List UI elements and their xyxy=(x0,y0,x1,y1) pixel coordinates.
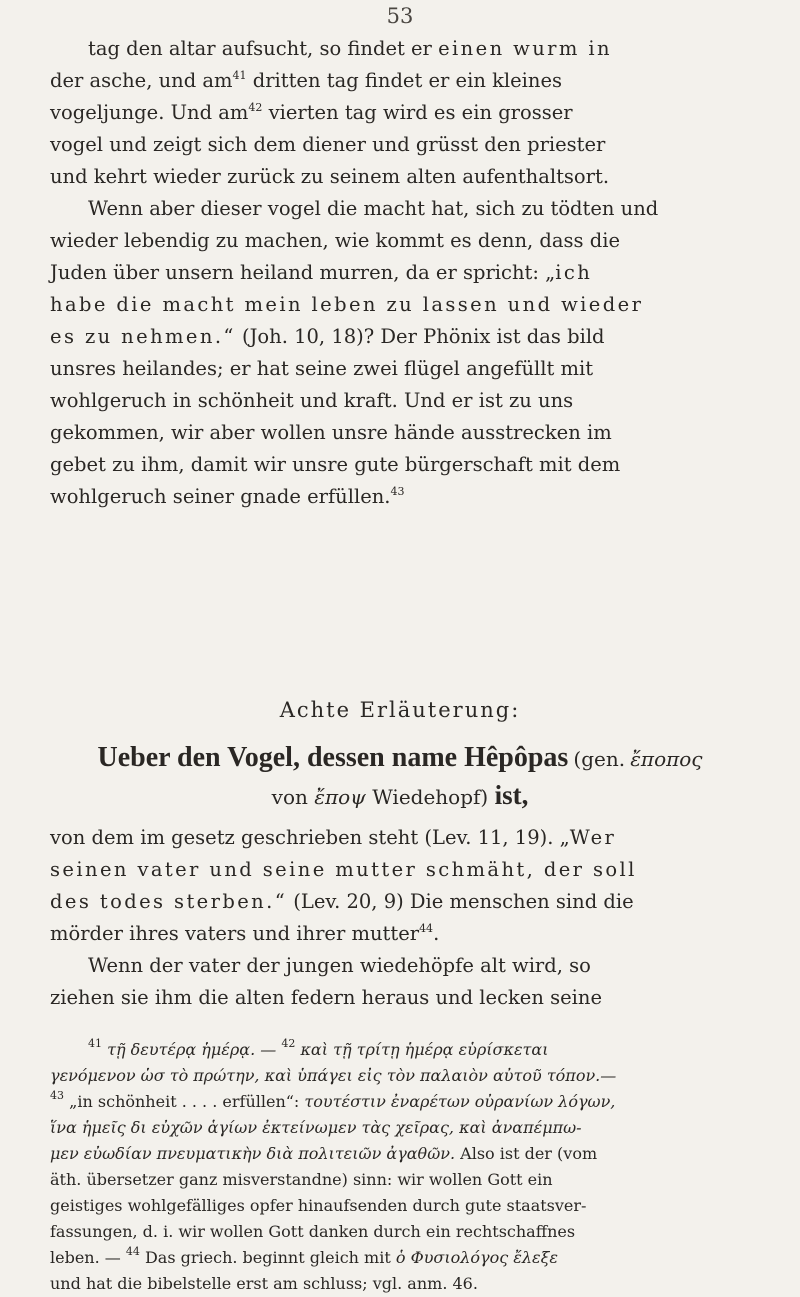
footnotes xyxy=(50,1037,755,1297)
page-number: 53 xyxy=(386,4,414,28)
footnote-line: und hat die bibelstelle erst am schluss; vgl. anm. 46. xyxy=(50,1274,478,1293)
footnote-line: leben. — $^{44}$ Das griech. beginnt gleich mit ὁ Φυσιολόγος ἔλεξε xyxy=(50,1245,558,1267)
text-line: und kehrt wieder zurück zu seinem alten aufenthaltsort. xyxy=(50,165,610,188)
text-line: Juden über unsern heiland murren, da er spricht: „ich xyxy=(50,261,593,284)
footnote-line: äth. übersetzer ganz misverstandne) sinn: wir wollen Gott ein xyxy=(50,1170,553,1189)
footnote-line: μεν εὐωδίαν πνευματικὴν διὰ πολιτειῶν ἀγαθῶν. Also ist der (vom xyxy=(50,1144,598,1163)
text-line: Wenn aber dieser vogel die macht hat, sich zu tödten und xyxy=(88,197,659,220)
footnote-line: geistiges wohlgefälliges opfer hinaufsenden durch gute staatsver- xyxy=(50,1196,587,1215)
text-line: des todes sterben.“ (Lev. 20, 9) Die menschen sind die xyxy=(50,890,634,913)
text-line: ziehen sie ihm die alten federn heraus und lecken seine xyxy=(50,986,602,1009)
text-line: es zu nehmen.“ (Joh. 10, 18)? Der Phönix ist das bild xyxy=(50,325,605,348)
footnote-ref: 41 xyxy=(232,69,247,82)
text-line: mörder ihres vaters und ihrer mutter$^{44}$. xyxy=(50,922,440,945)
text-line: von dem im gesetz geschrieben steht (Lev. 11, 19). „Wer xyxy=(50,826,617,849)
paragraph-phoenix xyxy=(50,33,755,513)
text-line: gekommen, wir aber wollen unsre hände ausstrecken im xyxy=(50,421,612,444)
footnote-ref: 43 xyxy=(390,485,405,498)
text-line: Wenn der vater der jungen wiedehöpfe alt wird, so xyxy=(88,954,591,977)
footnote-line: $^{41}$ τῇ δευτέρᾳ ἡμέρᾳ. — $^{42}$ καὶ τῇ τρίτῃ ἡμέρᾳ εὑρίσκεται xyxy=(88,1037,549,1059)
text-line: wieder lebendig zu machen, wie kommt es denn, dass die xyxy=(50,229,620,252)
footnote-ref: 44 xyxy=(419,922,434,935)
section-title: Ueber den Vogel, dessen name Hêpôpas (gen. ἔποπος xyxy=(97,742,703,773)
footnote-line: γενόμενον ὡσ τὸ πρώτην, καὶ ὑπάγει εἰς τὸν παλαιὸν αὐτοῦ τόπον.— xyxy=(50,1066,617,1085)
text-line: seinen vater und seine mutter schmäht, der soll xyxy=(50,858,637,881)
text-line: der asche, und $am^{41}$ dritten tag findet er ein kleines xyxy=(50,69,563,92)
text-line: wohlgeruch seiner gnade erfüllen.$^{43}$ xyxy=(50,485,405,508)
text-line: vogeljunge. Und $am^{42}$ vierten tag wird es ein grosser xyxy=(50,101,573,124)
text-line: vogel und zeigt sich dem diener und grüsst den priester xyxy=(50,133,606,156)
section-title-continued: von ἔποψ Wiedehopf) ist, xyxy=(271,780,529,810)
section-heading: Achte Erläuterung: xyxy=(279,698,521,722)
text-line: unsres heilandes; er hat seine zwei flügel angefüllt mit xyxy=(50,357,594,380)
footnote-ref: 42 xyxy=(248,101,263,114)
text-line: tag den altar aufsucht, so findet er einen wurm in xyxy=(88,37,612,60)
footnote-line: ἵνα ἡμεῖς δι εὐχῶν ἁγίων ἐκτείνωμεν τὰς χεῖρας, καὶ ἀναπέμπω- xyxy=(50,1118,582,1137)
text-line: habe die macht mein leben zu lassen und wieder xyxy=(50,293,644,316)
footnote-line: fassungen, d. i. wir wollen Gott danken durch ein rechtschaffnes xyxy=(50,1222,576,1241)
footnote-line: $^{43}$ „in schönheit . . . . erfüllen“: τουτέστιν ἐναρέτων οὐρανίων λόγων, xyxy=(50,1089,616,1111)
text-line: wohlgeruch in schönheit und kraft. Und er ist zu uns xyxy=(50,389,574,412)
text-line: gebet zu ihm, damit wir unsre gute bürgerschaft mit dem xyxy=(50,453,621,476)
paragraph-hoopoe xyxy=(50,822,755,1014)
